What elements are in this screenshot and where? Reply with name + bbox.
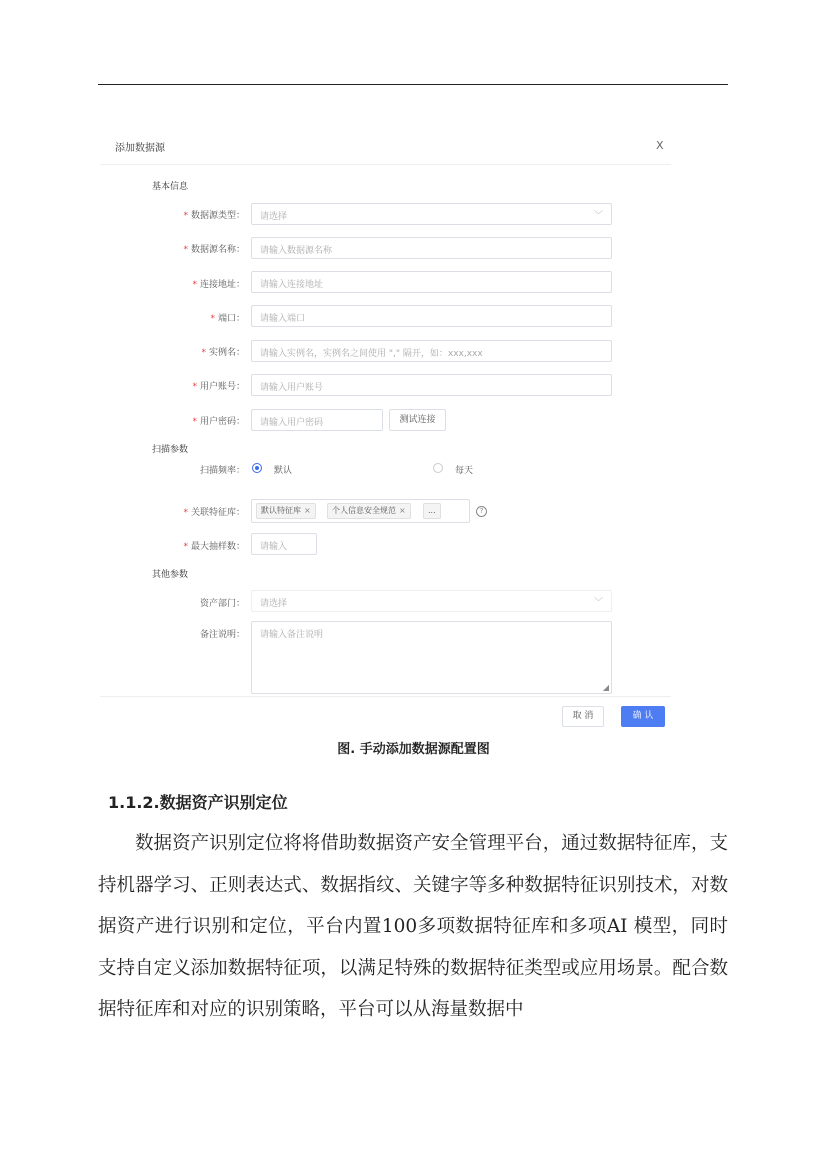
label-dept: 资产部门： (199, 599, 245, 609)
datasource-type-select[interactable]: 请选择 ﹀ (251, 203, 612, 225)
dialog-footer (100, 696, 671, 735)
section-other-params: 其他参数 (152, 570, 189, 580)
chevron-down-icon: ﹀ (593, 598, 603, 608)
radio-daily-label: 每天 (455, 466, 474, 476)
remark-textarea[interactable]: 请输入备注说明 ◢ (251, 621, 612, 694)
dialog-title: 添加数据源 (115, 143, 165, 154)
radio-daily[interactable] (433, 463, 443, 473)
schema-input[interactable]: 请输入实例名，实例名之间使用 "," 隔开，如：xxx,xxx (251, 340, 612, 362)
help-icon[interactable]: ? (476, 506, 487, 517)
section-heading: 1.1.2.数据资产识别定位 (108, 793, 288, 812)
radio-default[interactable] (252, 463, 262, 473)
dialog-header (100, 126, 671, 165)
radio-default-label: 默认 (274, 466, 293, 476)
label-user: * 用户账号： (192, 382, 245, 392)
label-scan-frequency: 扫描频率： (199, 466, 245, 476)
password-input[interactable]: 请输入用户密码 (251, 409, 383, 431)
max-sample-input[interactable]: 请输入 (251, 533, 317, 555)
port-input[interactable]: 请输入端口 (251, 305, 612, 327)
tag-personal-info-spec: 个人信息安全规范 × (327, 503, 411, 519)
label-password: * 用户密码： (192, 417, 245, 427)
chevron-down-icon: ﹀ (593, 211, 603, 221)
remove-tag-icon[interactable]: × (304, 506, 311, 515)
label-datasource-type: * 数据源类型： (183, 211, 245, 221)
label-schema: * 实例名： (201, 348, 245, 358)
section-scan-params: 扫描参数 (152, 445, 189, 455)
tag-more[interactable]: ... (423, 503, 441, 519)
test-connection-button[interactable]: 测试连接 (389, 409, 446, 431)
label-max-sample: * 最大抽样数： (183, 542, 245, 552)
header-rule (98, 84, 728, 85)
body-paragraph: 数据资产识别定位将将借助数据资产安全管理平台，通过数据特征库，支持机器学习、正则表达式、数据指纹、关键字等多种数据特征识别技术，对数据资产进行识别和定位，平台内置100多项数据特征库和多项AI 模型，同时支持自定义添加数据特征项，以满足特殊的数据特征类型或应用场景。配合数据特征库和对应的识别策略，平台可以从海量数据中 (98, 833, 728, 1020)
user-input[interactable]: 请输入用户账号 (251, 374, 612, 396)
tag-default-feature-lib: 默认特征库 × (256, 503, 316, 519)
dept-select[interactable]: 请选择 ﹀ (251, 590, 612, 612)
label-remark: 备注说明： (199, 630, 245, 640)
feature-lib-select[interactable] (251, 499, 470, 523)
add-datasource-dialog (100, 126, 671, 734)
section-basic-info: 基本信息 (152, 182, 189, 192)
address-input[interactable]: 请输入连接地址 (251, 271, 612, 293)
figure-caption: 图. 手动添加数据源配置图 (337, 742, 490, 757)
remove-tag-icon[interactable]: × (399, 506, 406, 515)
close-icon[interactable]: X (656, 139, 664, 152)
resize-handle-icon[interactable]: ◢ (602, 683, 609, 692)
confirm-button[interactable]: 确 认 (621, 706, 665, 727)
cancel-button[interactable]: 取 消 (562, 706, 604, 727)
datasource-name-input[interactable]: 请输入数据源名称 (251, 237, 612, 259)
label-address: * 连接地址： (192, 280, 245, 290)
label-port: * 端口： (210, 314, 245, 324)
label-datasource-name: * 数据源名称： (183, 245, 245, 255)
label-feature-lib: * 关联特征库： (183, 508, 245, 518)
